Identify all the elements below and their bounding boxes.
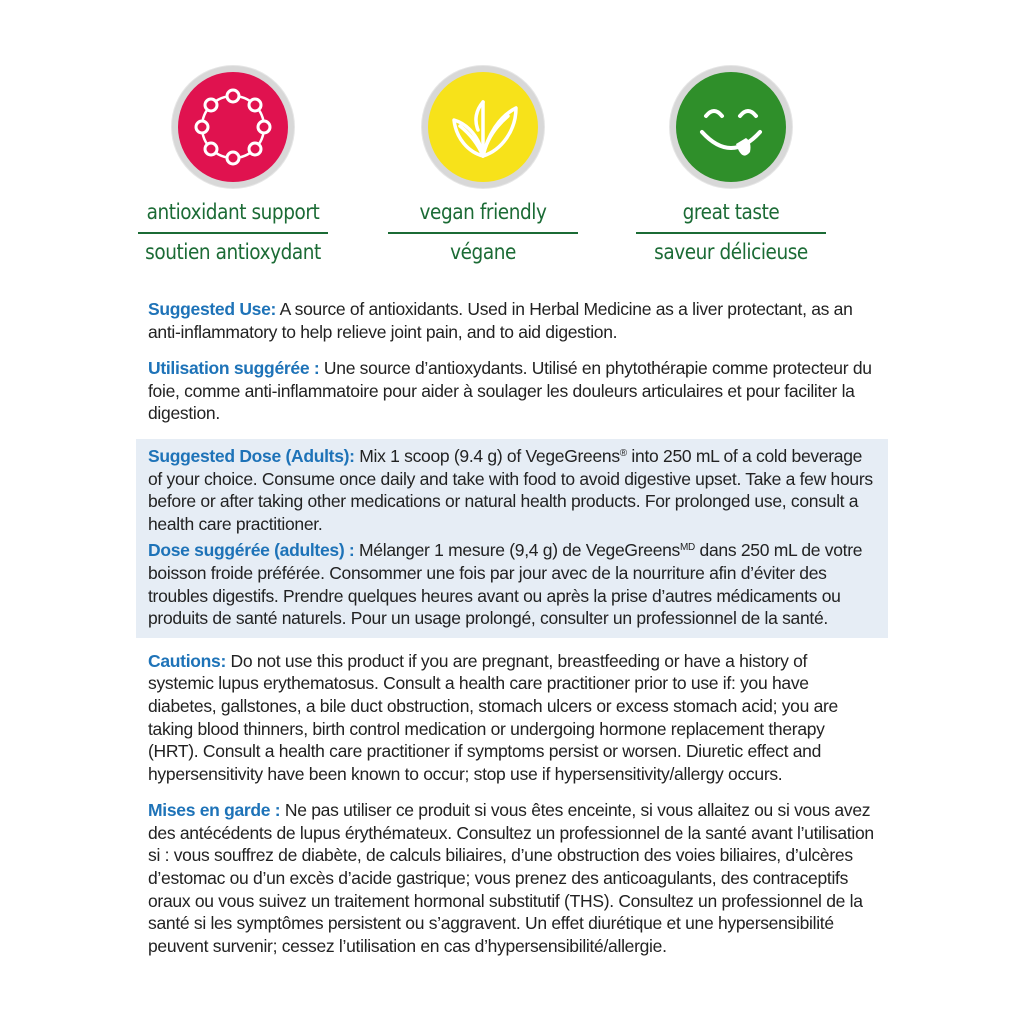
molecule-ring-icon [178, 72, 288, 182]
suggested-use-text: A source of antioxidants. Used in Herbal Medicine as a liver protectant, as an anti-inflammatory to help relieve joint pain, and to aid digestion. [148, 299, 853, 342]
badge-label-en: great taste [682, 200, 780, 224]
suggested-use-heading: Suggested Use: [148, 299, 277, 319]
suggested-dose-text-b: into 250 mL of a cold beverage of your choice. Consume once daily and take with food to avoid digestive upset. Take a few hours before or after taking other medications or natural health products. For prolonged use, consult a health care practitioner. [148, 445, 873, 534]
badge-antioxidant [113, 66, 353, 266]
badge-vegan [363, 66, 603, 266]
suggested-dose-text-a: Mix 1 scoop (9.4 g) of VegeGreens [354, 445, 620, 466]
cautions [136, 650, 888, 786]
badge-label-en: vegan friendly [419, 200, 547, 224]
utilisation-suggeree [136, 357, 888, 425]
badge-taste [611, 66, 851, 266]
mises-text: Ne pas utiliser ce produit si vous êtes enceinte, si vous allaitez ou si vous avez des antécédents de lupus érythémateux. Consultez un professionnel de la santé avant l’utilisation si : vous souffrez de diabète, de calculs biliaires, d’une obstruction des voies biliaires, d’ulcères d’estomac ou d’un excès d’acide gastrique; vous prenez des anticoagulants, des contraceptifs oraux ou vous suivez un traitement hormonal substitutif (THS). Consultez un professionnel de la santé si les symptômes persistent ou s’aggravent. Un effet diurétique et une hypersensibilité peuvent survenir; cessez l’utilisation en cas d’hypersensibilité/allergie. [148, 800, 874, 956]
dose-panel [136, 439, 888, 638]
badge-divider [138, 232, 328, 234]
badge-label-en: antioxidant support [146, 200, 320, 224]
suggested-use [136, 298, 888, 343]
badge-circle [172, 66, 294, 188]
utilisation-text: Une source d’antioxydants. Utilisé en phytothérapie comme protecteur du foie, comme anti-inflammatoire pour aider à soulager les douleurs articulaires et pour faciliter la digestion. [148, 358, 872, 424]
badge-label-fr: saveur délicieuse [654, 240, 808, 264]
badge-divider [636, 232, 826, 234]
dose-suggeree-heading: Dose suggérée (adultes) : [148, 540, 355, 561]
badge-circle [670, 66, 792, 188]
md-mark: MD [680, 542, 695, 554]
cautions-heading: Cautions: [148, 650, 226, 671]
leaf-icon [428, 72, 538, 182]
cautions-text: Do not use this product if you are pregnant, breastfeeding or have a history of systemic lupus erythematosus. Consult a health care practitioner prior to use if: you have diabetes, gallstones, a bile duct obstruction, stomach ulcers or excess stomach acid; you are taking blood thinners, birth control medication or undergoing hormone replacement therapy (HRT). Consult a health care practitioner if symptoms persist or worsen. Diuretic effect and hypersensitivity have been known to occur; stop use if hypersensitivity/allergy occurs. [148, 650, 838, 784]
suggested-dose [136, 445, 888, 535]
utilisation-heading: Utilisation suggérée : [148, 358, 320, 379]
smiley-tongue-icon [676, 72, 786, 182]
dose-suggeree-text-a: Mélanger 1 mesure (9,4 g) de VegeGreens [354, 540, 681, 561]
dose-suggeree [136, 539, 888, 629]
badge-circle [422, 66, 544, 188]
registered-mark: ® [619, 447, 627, 459]
feature-badges [0, 0, 1024, 290]
mises-en-garde [136, 799, 888, 957]
suggested-dose-heading: Suggested Dose (Adults): [148, 445, 355, 466]
mises-heading: Mises en garde : [148, 800, 281, 821]
label-text [136, 298, 888, 971]
badge-divider [388, 232, 578, 234]
badge-label-fr: soutien antioxydant [145, 240, 321, 264]
dose-suggeree-text-b: dans 250 mL de votre boisson froide préférée. Consommer une fois par jour avec de la nourriture afin d’éviter des troubles digestifs. Prendre quelques heures avant ou après la prise d’autres médicaments ou produits de santé naturels. Pour un usage prolongé, consulter un professionnel de la santé. [148, 540, 863, 629]
badge-label-fr: végane [450, 240, 516, 264]
